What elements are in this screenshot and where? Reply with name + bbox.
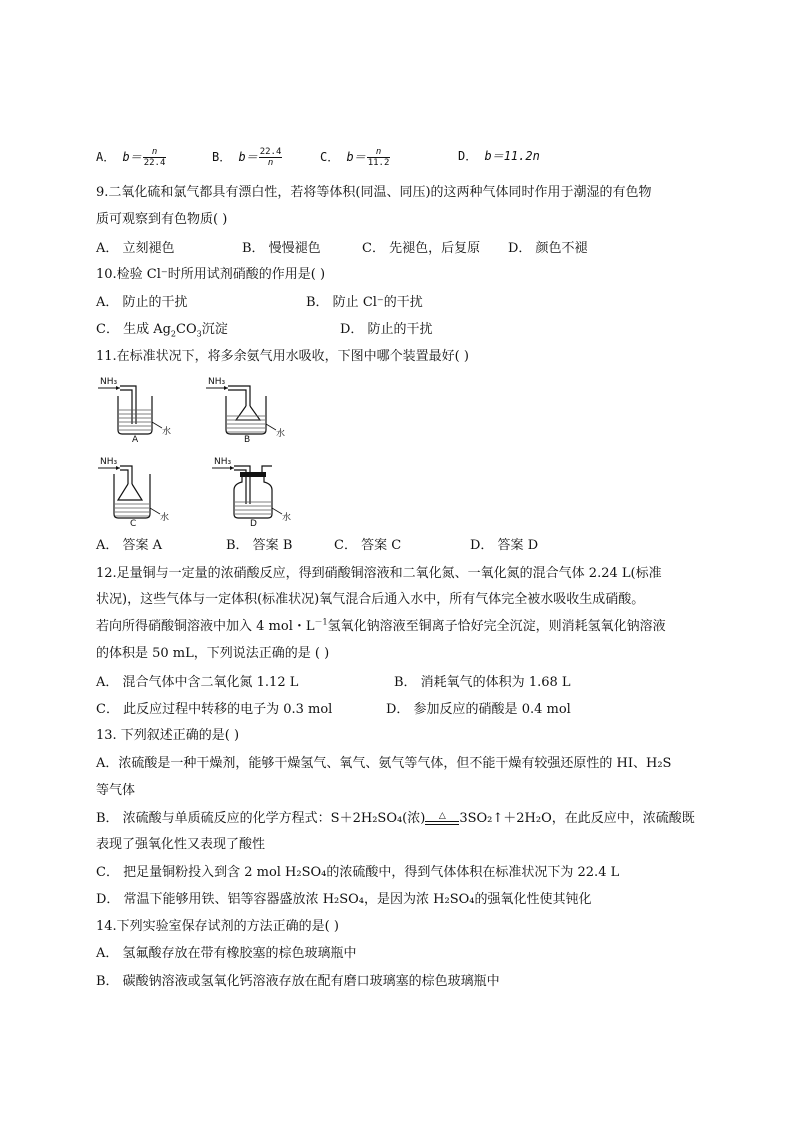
option-text: 沉淀: [201, 322, 228, 337]
fraction: [143, 147, 167, 168]
q11-option-a: A． 答案 A: [96, 538, 163, 553]
stem-text: 氢氧化钠溶液至铜离子恰好完全沉淀，则消耗氢氧化钠溶液: [327, 619, 666, 634]
q12-option-a: A． 混合气体中含二氧化氮 1.12 L: [96, 675, 299, 690]
q13-option-d: D． 常温下能够用铁、铝等容器盛放浓 H₂SO₄，是因为浓 H₂SO₄的强氧化性使其钝化: [96, 892, 592, 907]
water-label: 水: [162, 427, 172, 437]
water-label: 水: [160, 513, 170, 523]
heating-condition: △: [438, 811, 446, 821]
q10-option-a: A． 防止的干扰: [96, 295, 188, 310]
q13-option-a-line1: A．浓硫酸是一种干燥剂，能够干燥氢气、氧气、氨气等气体，但不能干燥有较强还原性的 HI、H₂S: [96, 756, 672, 771]
option-text: 3SO₂↑＋2H₂O，在此反应中，浓硫酸既: [459, 811, 695, 826]
water-label: 水: [276, 429, 286, 439]
q9-option-a: A． 立刻褪色: [96, 241, 175, 256]
fraction: [367, 147, 391, 168]
q12-stem-line4: 的体积是 50 mL，下列说法正确的是 ( ): [96, 646, 330, 661]
water-label: 水: [282, 513, 292, 523]
figure-label-c: C: [130, 519, 137, 529]
option-text: B． 浓硫酸与单质硫反应的化学方程式：S＋2H₂SO₄(浓): [96, 811, 426, 826]
q12-stem-line1: 12.足量铜与一定量的浓硝酸反应，得到硝酸铜溶液和二氧化氮、一氧化氮的混合气体 2.24 L(标准: [96, 566, 662, 581]
option-text: b＝11.2n: [484, 149, 540, 163]
q10-option-d: D． 防止的干扰: [340, 322, 433, 337]
option-prefix: b＝: [122, 150, 142, 164]
apparatus-c-figure: [96, 456, 196, 528]
q13-option-c: C． 把足量铜粉投入到含 2 mol H₂SO₄的浓硫酸中，得到气体体积在标准状况下为 22.4 L: [96, 865, 620, 880]
denominator: 22.4: [143, 158, 166, 168]
q11-option-b: B． 答案 B: [226, 538, 293, 553]
fraction: [259, 147, 283, 168]
q8-option-d: [458, 147, 540, 165]
figure-label-d: D: [250, 519, 257, 529]
q13-option-b-line2: 表现了强氧化性又表现了酸性: [96, 837, 266, 852]
q9-option-d: D． 颜色不褪: [508, 241, 588, 256]
option-text: CO: [176, 322, 197, 337]
subscript: 3: [196, 329, 202, 339]
figure-label-a: A: [132, 435, 139, 445]
q13-option-b-line1: [96, 810, 695, 828]
denominator: n: [267, 158, 274, 168]
q13-option-a-line2: 等气体: [96, 783, 136, 798]
q14-option-a: A． 氢氟酸存放在带有橡胶塞的棕色玻璃瓶中: [96, 946, 357, 961]
q8-option-a: [96, 147, 166, 168]
option-prefix: b＝: [346, 150, 366, 164]
q11-stem: 11.在标准状况下，将多余氨气用水吸收，下图中哪个装置最好( ): [96, 349, 469, 364]
gas-label: NH₃: [208, 377, 226, 387]
subscript: 2: [170, 329, 177, 339]
equals-sign: [425, 821, 459, 825]
stem-text: 若向所得硝酸铜溶液中加入 4 mol・L: [96, 619, 315, 634]
numerator: n: [143, 147, 167, 158]
option-label: B．: [212, 150, 232, 164]
option-text: C． 生成 Ag: [96, 322, 171, 337]
q10-option-c: [96, 321, 228, 339]
option-label: C．: [320, 150, 340, 164]
gas-label: NH₃: [100, 457, 118, 467]
heating-arrow: [425, 812, 459, 825]
numerator: 22.4: [259, 147, 282, 157]
q9-option-b: B． 慢慢褪色: [242, 241, 321, 256]
numerator: n: [367, 147, 391, 158]
denominator: 11.2: [367, 158, 390, 168]
q12-option-d: D． 参加反应的硝酸是 0.4 mol: [386, 702, 571, 717]
apparatus-d-figure: [210, 456, 310, 528]
gas-label: NH₃: [214, 457, 232, 467]
q9-stem-line1: 9.二氧化硫和氯气都具有漂白性，若将等体积(同温、同压)的这两种气体同时作用于潮湿的有色物: [96, 185, 652, 200]
q12-option-c: C． 此反应过程中转移的电子为 0.3 mol: [96, 702, 333, 717]
q10-stem: 10.检验 Cl⁻时所用试剂硝酸的作用是( ): [96, 267, 326, 282]
q11-option-c: C． 答案 C: [334, 538, 402, 553]
gas-label: NH₃: [100, 377, 118, 387]
q11-option-d: D． 答案 D: [470, 538, 539, 553]
superscript: －1: [314, 617, 328, 627]
option-label: D．: [458, 149, 478, 163]
q10-option-b: B． 防止 Cl⁻的干扰: [306, 295, 423, 310]
q12-stem-line3: [96, 618, 666, 636]
q9-stem-line2: 质可观察到有色物质( ): [96, 212, 228, 227]
apparatus-b-figure: [204, 372, 304, 444]
option-prefix: b＝: [238, 150, 258, 164]
apparatus-a-figure: [96, 372, 196, 444]
q14-stem: 14.下列实验室保存试剂的方法正确的是( ): [96, 919, 339, 934]
option-label: A．: [96, 150, 116, 164]
figure-label-b: B: [244, 435, 251, 445]
q12-stem-line2: 状况)，这些气体与一定体积(标准状况)氧气混合后通入水中，所有气体完全被水吸收生成硝酸。: [96, 592, 645, 607]
q13-stem: 13. 下列叙述正确的是( ): [96, 728, 240, 743]
q14-option-b: B． 碳酸钠溶液或氢氧化钙溶液存放在配有磨口玻璃塞的棕色玻璃瓶中: [96, 974, 500, 989]
q8-option-c: [320, 147, 390, 168]
q9-option-c: C． 先褪色，后复原: [362, 241, 481, 256]
q8-option-b: [212, 147, 282, 168]
q12-option-b: B． 消耗氧气的体积为 1.68 L: [394, 675, 571, 690]
